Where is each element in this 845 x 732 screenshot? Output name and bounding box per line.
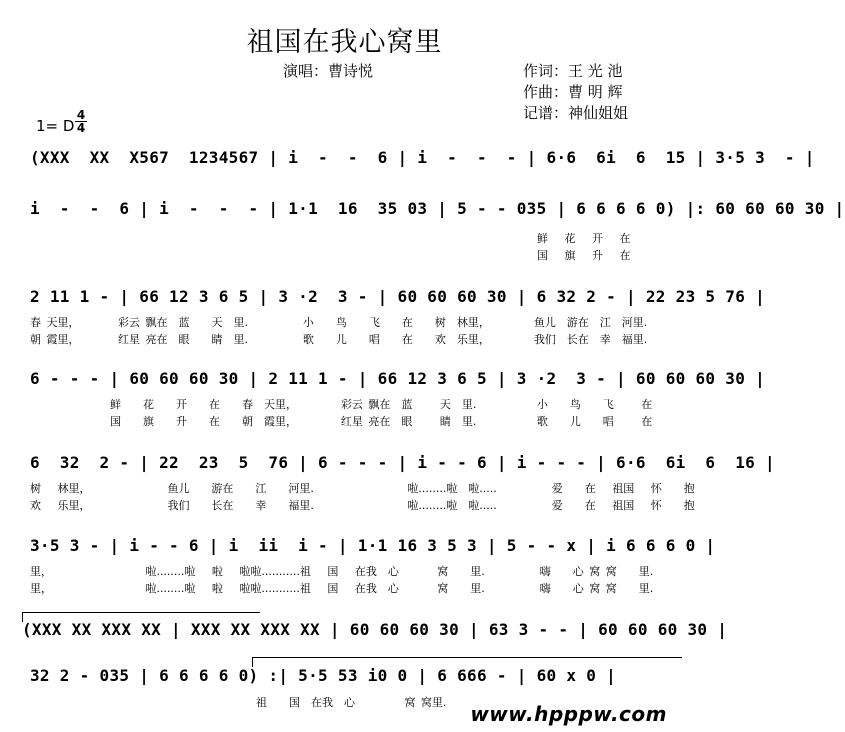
time-signature bbox=[75, 109, 87, 134]
lyric-line-3b: 朝 霞里， 红星 亮在 眼 睛 里. 歌 儿 唱 在 欢 乐里， 我们 长在 幸 福里. bbox=[30, 333, 648, 346]
song-title: 祖国在我心窝里 bbox=[246, 27, 443, 58]
score-line-1: (XXX XX X567 1234567 | i - - 6 | i - - - | 6·6 6i 6 15 | 3·5 3 - | bbox=[30, 148, 815, 167]
time-numerator: 4 bbox=[76, 108, 86, 122]
lyric-line-4b: 国 旗 升 在 朝 霞里， 红星 亮在 眼 睛 里. 歌 儿 唱 在 bbox=[110, 415, 653, 428]
score-line-2: i - - 6 | i - - - | 1·1 16 35 03 | 5 - - 035 | 6 6 6 6 0) |: 60 60 60 30 | bbox=[30, 199, 845, 218]
score-line-4: 6 - - - | 60 60 60 30 | 2 11 1 - | 66 12 3 6 5 | 3 ·2 3 - | 60 60 60 30 | bbox=[30, 369, 766, 388]
score-line-3: 2 11 1 - | 66 12 3 6 5 | 3 ·2 3 - | 60 60 60 30 | 6 32 2 - | 22 23 5 76 | bbox=[30, 287, 766, 306]
site-watermark: www.hpppw.com bbox=[470, 702, 667, 726]
key-signature: 1= D bbox=[36, 117, 75, 135]
lyric-line-3a: 春 天里， 彩云 飘在 蓝 天 里. 小 鸟 飞 在 树 林里， 鱼儿 游在 江 河里. bbox=[30, 316, 648, 329]
lyric-line-2a: 鲜 花 开 在 bbox=[537, 232, 631, 245]
lyric-line-5b: 欢 乐里， 我们 长在 幸 福里. 啦........啦 啦..... 爱 在 祖国 怀 抱 bbox=[30, 499, 695, 512]
volta-bracket-2 bbox=[252, 657, 682, 658]
score-line-7: (XXX XX XXX XX | XXX XX XXX XX | 60 60 60 30 | 63 3 - - | 60 60 60 30 | bbox=[22, 620, 728, 639]
singer-credit: 演唱：曹诗悦 bbox=[283, 62, 374, 80]
volta-bracket-1 bbox=[22, 612, 260, 613]
lyric-line-2b: 国 旗 升 在 bbox=[537, 249, 631, 262]
lyric-line-4a: 鲜 花 开 在 春 天里， 彩云 飘在 蓝 天 里. 小 鸟 飞 在 bbox=[110, 398, 653, 411]
time-denominator: 4 bbox=[76, 121, 86, 135]
score-line-8: 32 2 - 035 | 6 6 6 6 0) :| 5·5 53 i0 0 | 6 666 - | 60 x 0 | bbox=[30, 666, 617, 685]
composer-credit: 作曲：曹 明 辉 bbox=[523, 83, 623, 101]
score-line-5: 6 32 2 - | 22 23 5 76 | 6 - - - | i - - 6 | i - - - | 6·6 6i 6 16 | bbox=[30, 453, 775, 472]
lyricist-credit: 作词：王 光 池 bbox=[523, 62, 623, 80]
transcriber-credit: 记谱：神仙姐姐 bbox=[523, 104, 629, 122]
lyric-line-6a: 里， 啦........啦 啦 啦啦...........祖 国 在我 心 窝 里. 嗨 心 窝 窝 里. bbox=[30, 565, 654, 578]
lyric-line-5a: 树 林里， 鱼儿 游在 江 河里. 啦........啦 啦..... 爱 在 祖国 怀 抱 bbox=[30, 482, 695, 495]
score-line-6: 3·5 3 - | i - - 6 | i ii i - | 1·1 16 3 5 3 | 5 - - x | i 6 6 6 0 | bbox=[30, 536, 716, 555]
lyric-line-6b: 里， 啦........啦 啦 啦啦...........祖 国 在我 心 窝 里. 嗨 心 窝 窝 里. bbox=[30, 582, 654, 595]
lyric-line-8a: 祖 国 在我 心 窝 窝里. bbox=[256, 696, 447, 709]
